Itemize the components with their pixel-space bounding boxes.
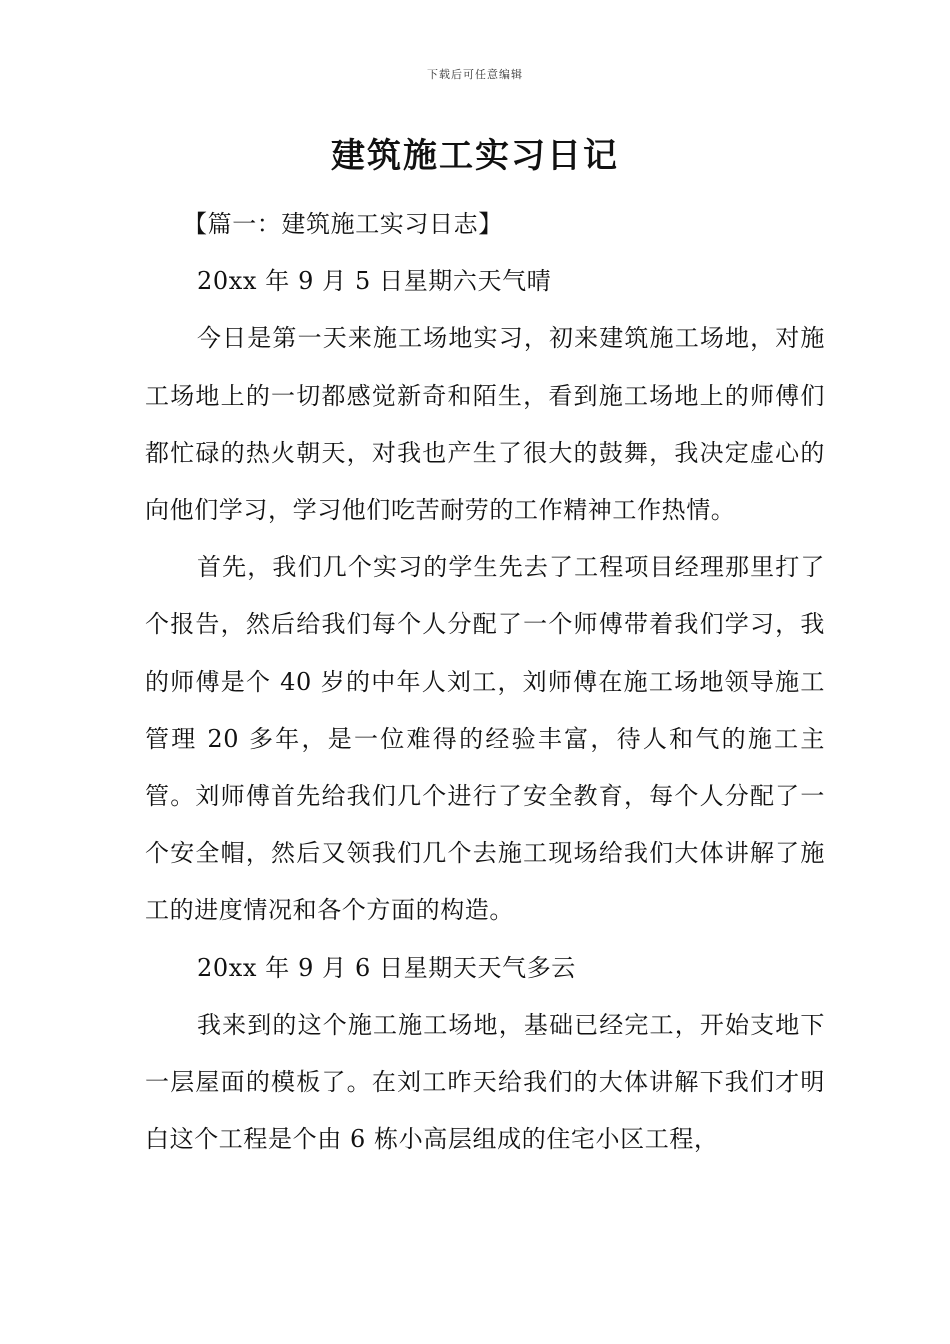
- entry-paragraph: 今日是第一天来施工场地实习，初来建筑施工场地，对施工场地上的一切都感觉新奇和陌生，看到施工场地上的师傅们都忙碌的热火朝天，对我也产生了很大的鼓舞，我决定虚心的向他们学习，学习他们吃苦耐劳的工作精神工作热情。: [145, 324, 825, 525]
- section-heading: 【篇一：建筑施工实习日志】: [183, 210, 503, 238]
- header-note: 下载后可任意编辑: [427, 68, 523, 81]
- document-title: 建筑施工实习日记: [331, 136, 619, 176]
- document-body: [145, 196, 825, 1168]
- entry-paragraph: 首先，我们几个实习的学生先去了工程项目经理那里打了个报告，然后给我们每个人分配了一个师傅带着我们学习，我的师傅是个 40 岁的中年人刘工，刘师傅在施工场地领导施工管理 20 多年，是一位难得的经验丰富，待人和气的施工主管。刘师傅首先给我们几个进行了安全教育，每个人分配了一个安全帽，然后又领我们几个去施工现场给我们大体讲解了施工的进度情况和各个方面的构造。: [145, 553, 825, 925]
- entry-paragraph: 我来到的这个施工施工场地，基础已经完工，开始支地下一层屋面的模板了。在刘工昨天给我们的大体讲解下我们才明白这个工程是个由 6 栋小高层组成的住宅小区工程，: [145, 1010, 825, 1154]
- entry-date-line: 20xx 年 9 月 5 日星期六天气晴: [197, 267, 552, 296]
- entry-date-line: 20xx 年 9 月 6 日星期天天气多云: [197, 953, 576, 982]
